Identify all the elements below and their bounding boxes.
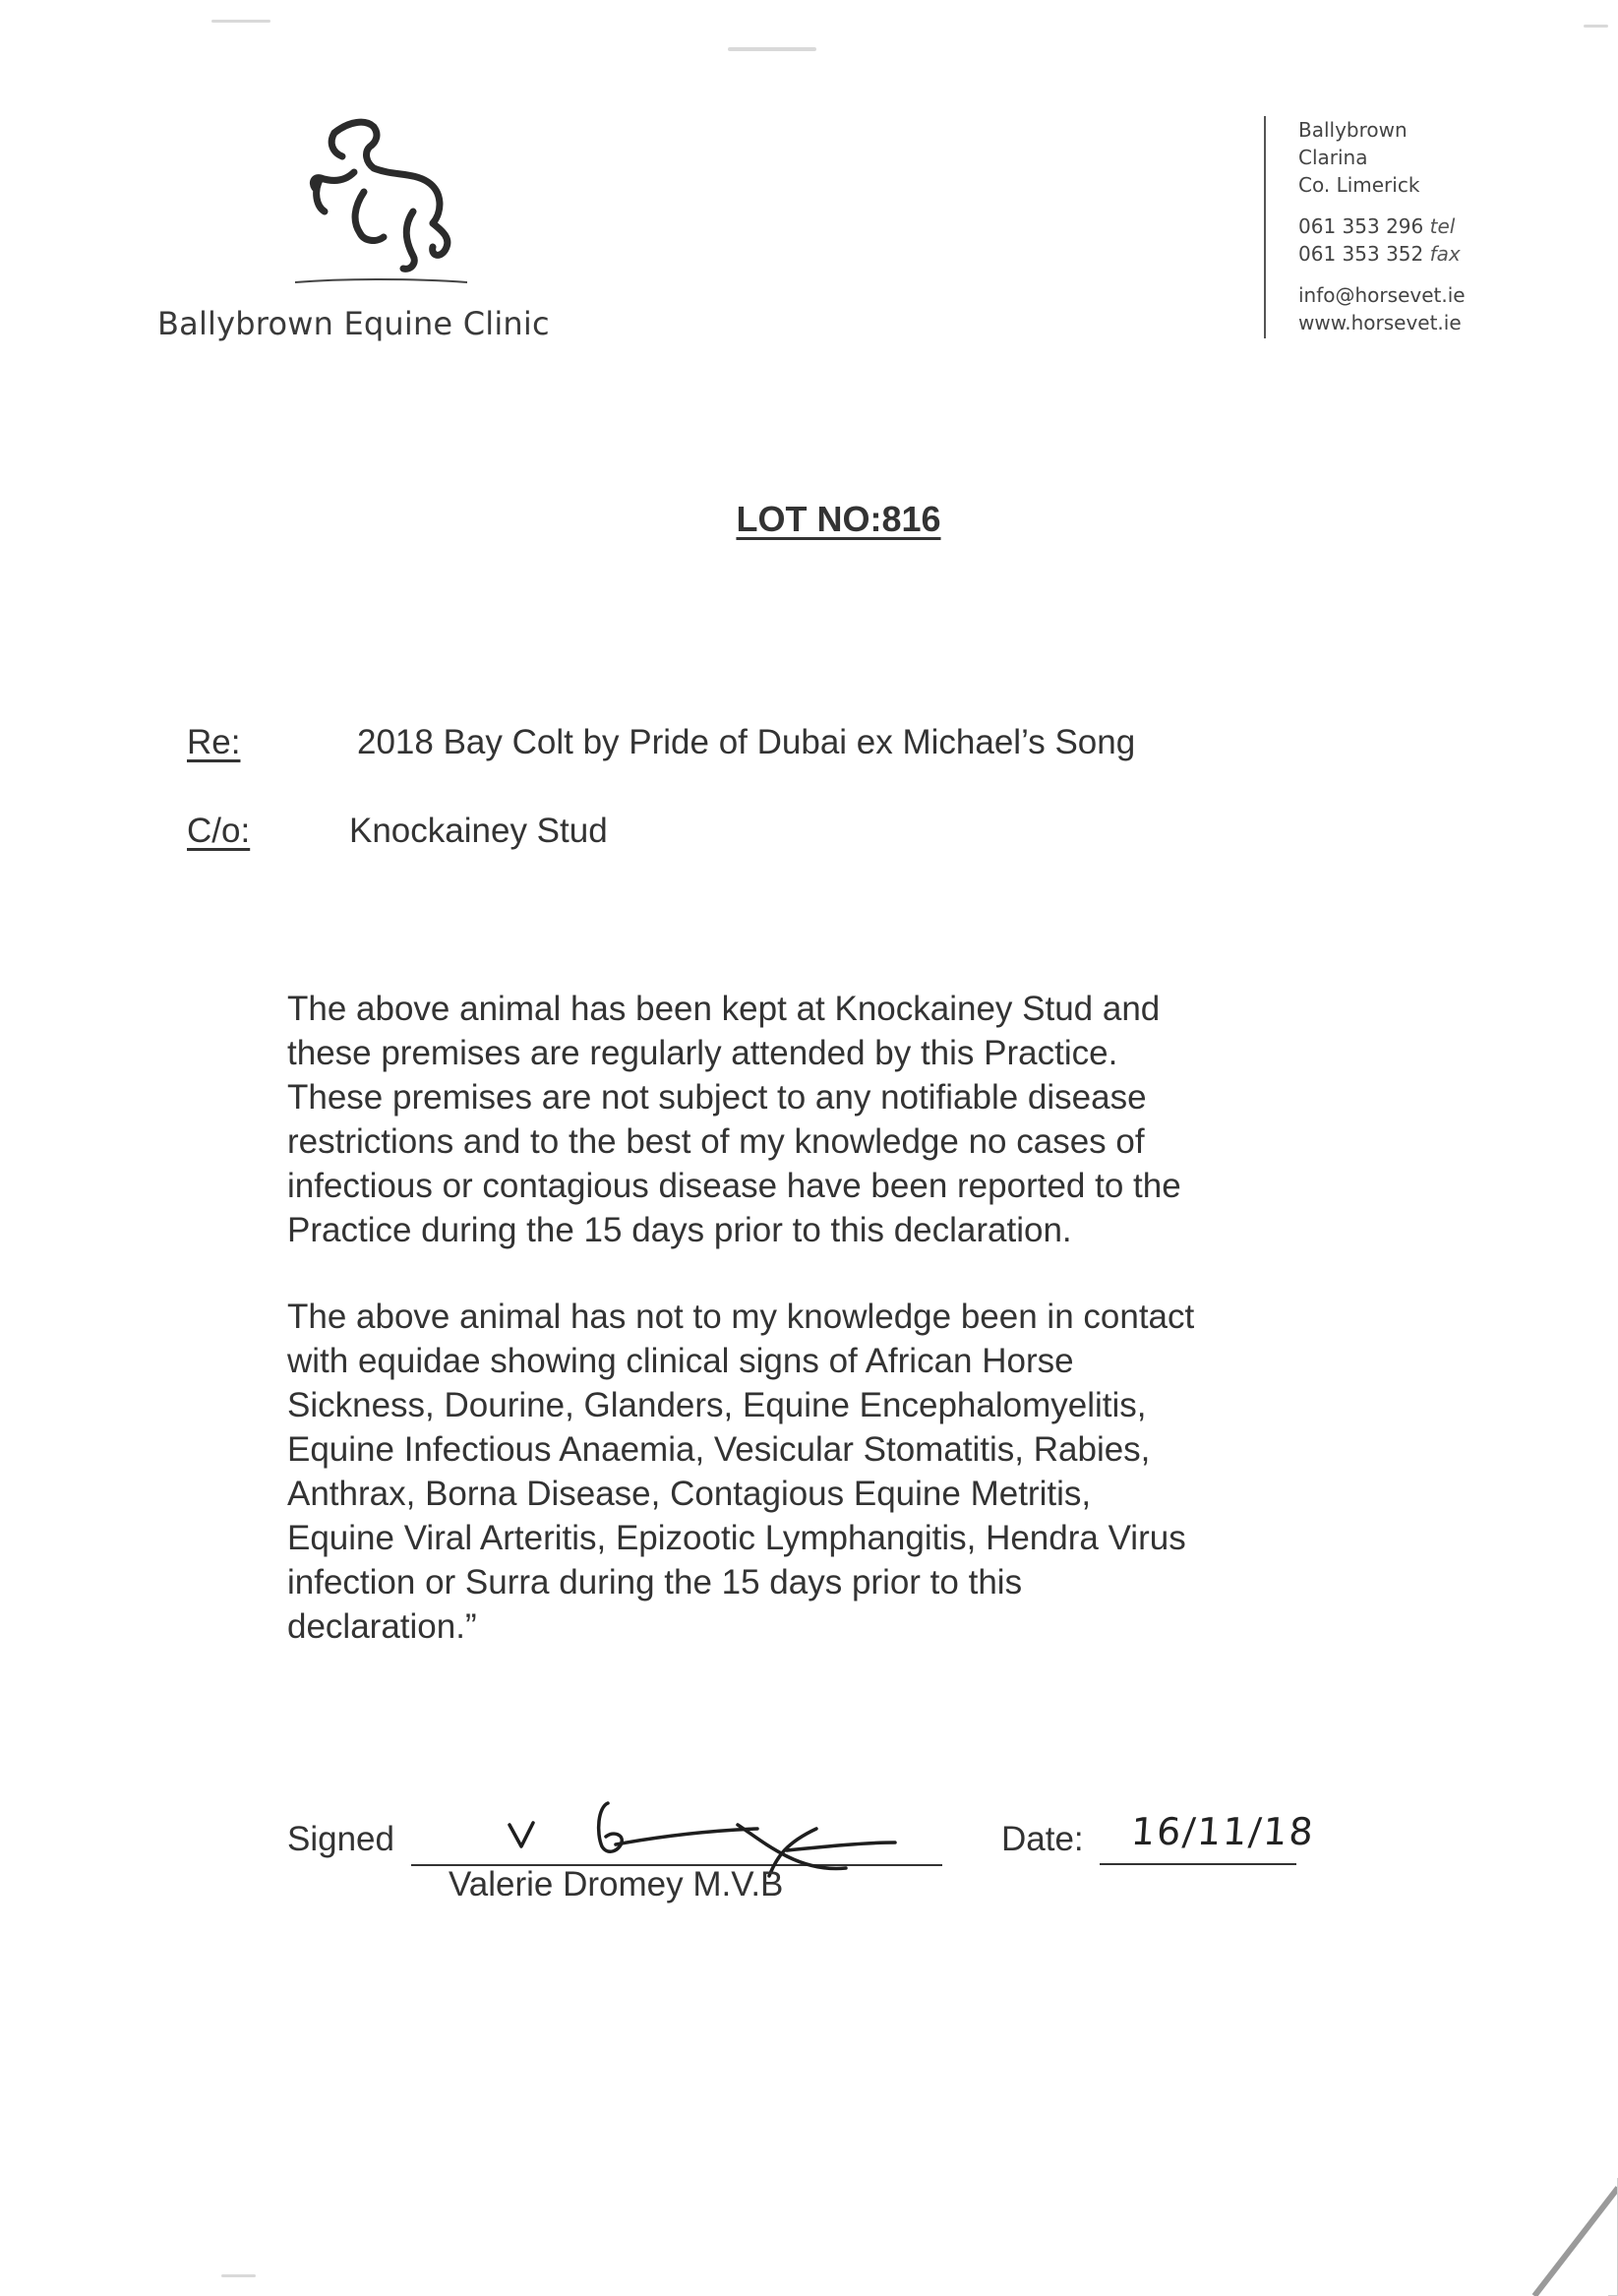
lot-heading xyxy=(0,499,1618,540)
paragraph-line: Equine Infectious Anaemia, Vesicular Stomatitis, Rabies, xyxy=(287,1430,1151,1469)
fax-line xyxy=(1298,240,1466,268)
paragraph-line: with equidae showing clinical signs of African Horse xyxy=(287,1342,1074,1380)
declaration-paragraph-1 xyxy=(287,987,1330,1252)
paragraph-line: Practice during the 15 days prior to this declaration. xyxy=(287,1211,1072,1249)
address-line: Co. Limerick xyxy=(1298,173,1420,197)
paragraph-line: declaration.” xyxy=(287,1607,477,1646)
re-row xyxy=(187,723,1367,767)
phone-line xyxy=(1298,212,1466,240)
paragraph-line: These premises are not subject to any notifiable disease xyxy=(287,1078,1147,1117)
scan-smudge xyxy=(728,47,816,51)
fax-label: fax xyxy=(1429,242,1461,266)
date-line xyxy=(1100,1863,1296,1865)
co-label: C/o: xyxy=(187,812,251,850)
signed-label: Signed xyxy=(287,1820,394,1858)
re-label: Re: xyxy=(187,723,241,761)
paragraph-line: Equine Viral Arteritis, Epizootic Lymphangitis, Hendra Virus xyxy=(287,1519,1186,1557)
co-value: Knockainey Stud xyxy=(349,812,608,850)
phone-label: tel xyxy=(1429,214,1456,238)
contact-divider xyxy=(1264,116,1266,338)
re-value: 2018 Bay Colt by Pride of Dubai ex Michael’s Song xyxy=(357,723,1136,761)
paragraph-line: The above animal has not to my knowledge been in contact xyxy=(287,1298,1195,1336)
paragraph-line: Anthrax, Borna Disease, Contagious Equine Metritis, xyxy=(287,1475,1092,1513)
co-row xyxy=(187,812,1170,856)
fax-number: 061 353 352 xyxy=(1298,242,1424,266)
paragraph-line: Sickness, Dourine, Glanders, Equine Encephalomyelitis, xyxy=(287,1386,1147,1424)
date-label: Date: xyxy=(1001,1820,1084,1858)
horse-logo-icon xyxy=(295,113,467,290)
email-address: info@horsevet.ie xyxy=(1298,283,1466,307)
clinic-name: Ballybrown Equine Clinic xyxy=(157,305,550,342)
scan-smudge xyxy=(221,2274,256,2277)
paragraph-line: The above animal has been kept at Knockainey Stud and xyxy=(287,990,1161,1028)
address-line: Ballybrown xyxy=(1298,118,1408,142)
paragraph-line: restrictions and to the best of my knowledge no cases of xyxy=(287,1122,1145,1161)
handwritten-date: 16/11/18 xyxy=(1129,1810,1317,1853)
declaration-paragraph-2 xyxy=(287,1295,1330,1649)
phone-number: 061 353 296 xyxy=(1298,214,1424,238)
lot-number: LOT NO:816 xyxy=(736,499,941,539)
website-address: www.horsevet.ie xyxy=(1298,311,1462,334)
paragraph-line: infectious or contagious disease have been reported to the xyxy=(287,1167,1181,1205)
scan-smudge xyxy=(211,20,270,23)
scan-smudge xyxy=(1584,25,1608,28)
signer-name: Valerie Dromey M.V.B xyxy=(449,1865,784,1903)
page-corner-fold xyxy=(1500,2178,1618,2296)
paragraph-line: infection or Surra during the 15 days prior to this xyxy=(287,1563,1023,1601)
address-line: Clarina xyxy=(1298,146,1368,169)
paragraph-line: these premises are regularly attended by this Practice. xyxy=(287,1034,1118,1072)
contact-block xyxy=(1298,116,1466,336)
